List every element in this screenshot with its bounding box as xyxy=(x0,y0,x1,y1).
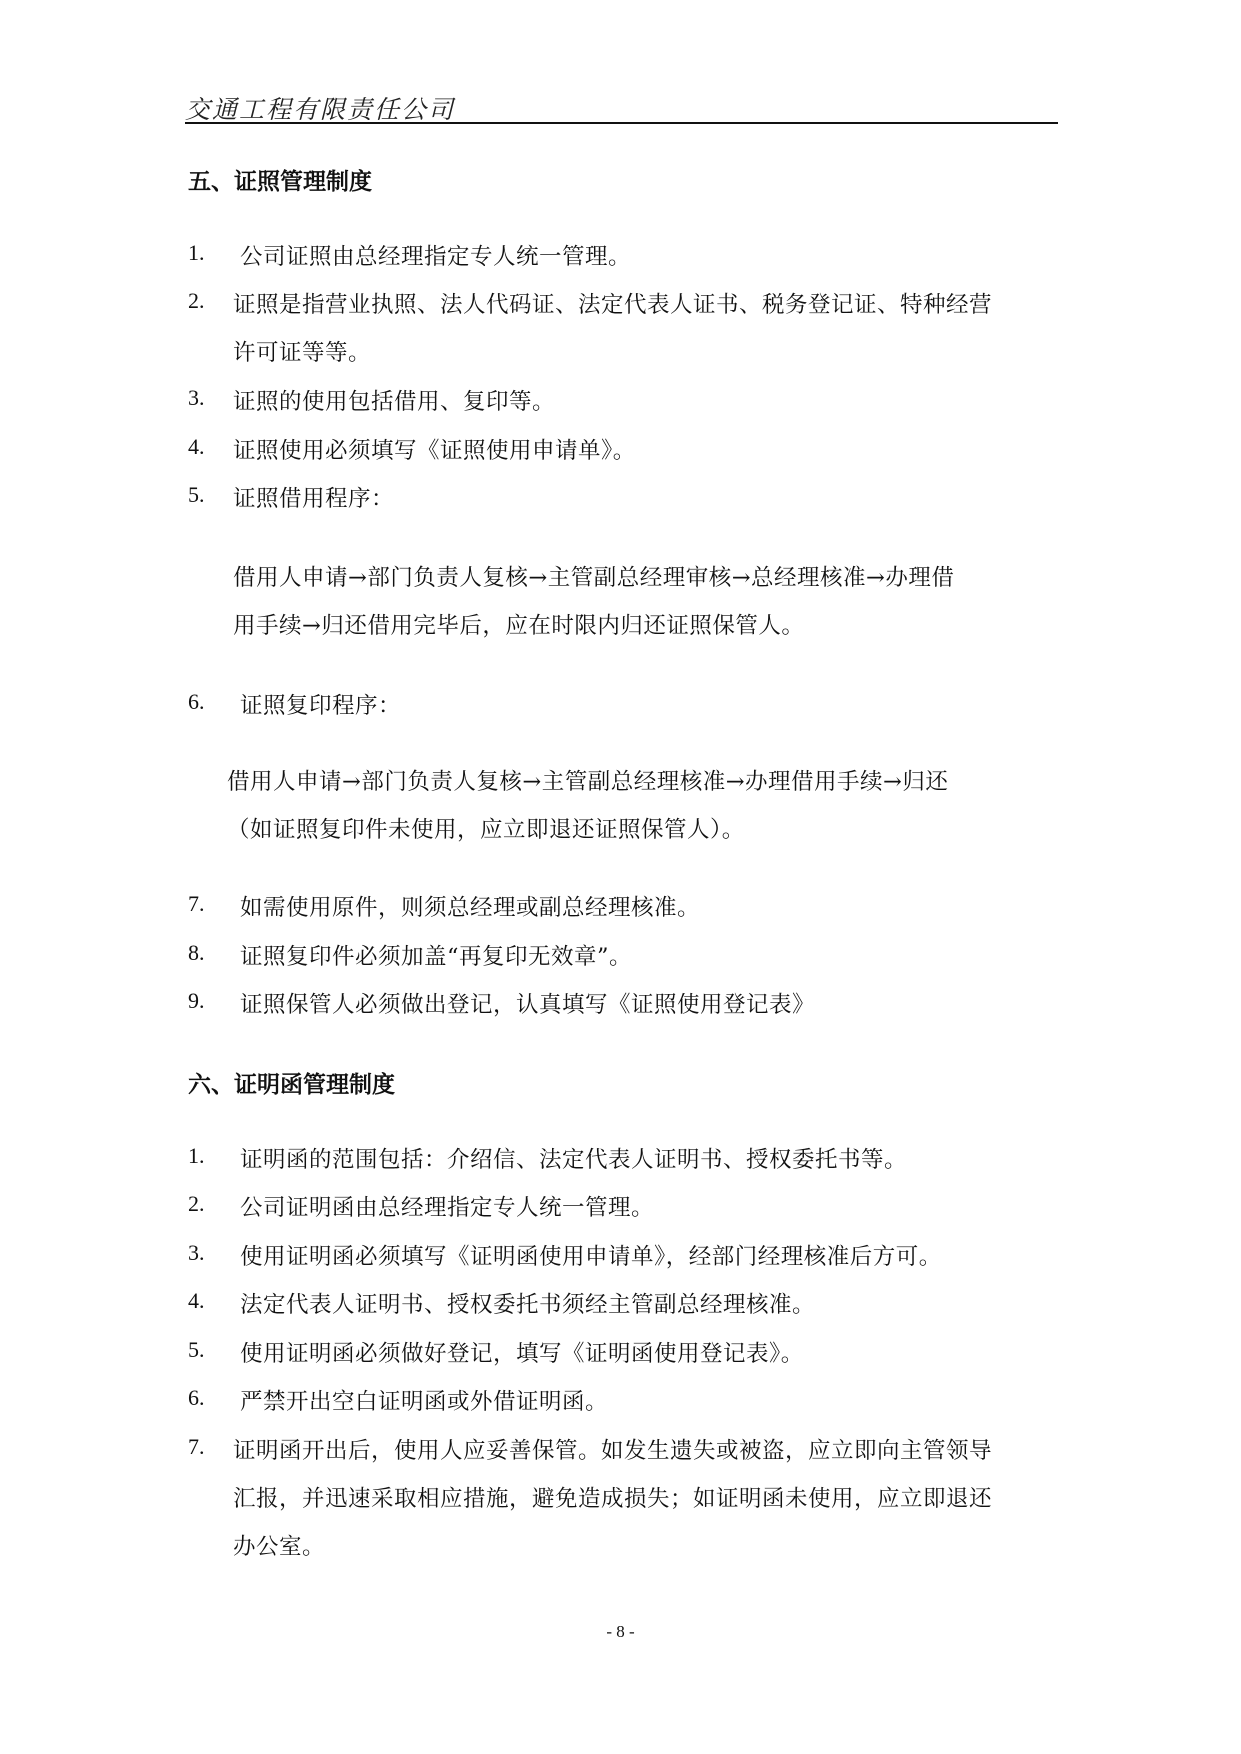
borrow-procedure-line1: 借用人申请→部门负责人复核→主管副总经理审核→总经理核准→办理借 xyxy=(233,565,955,591)
s5-item-7-number: 7. xyxy=(188,891,205,916)
s5-item-4-text: 证照使用必须填写《证照使用申请单》。 xyxy=(233,438,636,464)
s6-item-3-number: 3. xyxy=(188,1240,205,1265)
s5-item-9-text: 证照保管人必须做出登记，认真填写《证照使用登记表》 xyxy=(240,992,816,1018)
s6-item-1-text: 证明函的范围包括：介绍信、法定代表人证明书、授权委托书等。 xyxy=(240,1147,908,1173)
s6-item-7-text-line2: 汇报，并迅速采取相应措施，避免造成损失；如证明函未使用，应立即退还 xyxy=(233,1486,993,1512)
s5-item-2-text-line2: 许可证等等。 xyxy=(233,340,372,366)
s6-item-6-text: 严禁开出空白证明函或外借证明函。 xyxy=(240,1389,609,1415)
s5-item-8-number: 8. xyxy=(188,940,205,965)
header-divider xyxy=(185,122,1058,124)
s5-item-1-text: 公司证照由总经理指定专人统一管理。 xyxy=(240,244,632,270)
s5-item-4-number: 4. xyxy=(188,434,205,459)
section-5-title: 五、证照管理制度 xyxy=(188,169,372,195)
s6-item-7-number: 7. xyxy=(188,1434,205,1459)
borrow-procedure-line2: 用手续→归还借用完毕后，应在时限内归还证照保管人。 xyxy=(233,613,805,639)
s6-item-4-text: 法定代表人证明书、授权委托书须经主管副总经理核准。 xyxy=(240,1292,816,1318)
s6-item-7-text-line3: 办公室。 xyxy=(233,1534,326,1560)
s5-item-1-number: 1. xyxy=(188,240,205,265)
s5-item-3-text: 证照的使用包括借用、复印等。 xyxy=(233,389,556,415)
s6-item-1-number: 1. xyxy=(188,1143,205,1168)
s5-item-7-text: 如需使用原件，则须总经理或副总经理核准。 xyxy=(240,895,701,921)
s5-item-9-number: 9. xyxy=(188,988,205,1013)
s6-item-2-text: 公司证明函由总经理指定专人统一管理。 xyxy=(240,1195,655,1221)
s5-item-2-number: 2. xyxy=(188,288,205,313)
s6-item-4-number: 4. xyxy=(188,1288,205,1313)
s5-item-5-number: 5. xyxy=(188,482,205,507)
s5-item-6-text: 证照复印程序： xyxy=(240,693,402,719)
page-number: - 8 - xyxy=(606,1622,635,1641)
s5-item-8-text: 证照复印件必须加盖“再复印无效章”。 xyxy=(240,944,633,970)
copy-procedure-line2: （如证照复印件未使用，应立即退还证照保管人）。 xyxy=(227,817,745,843)
s5-item-3-number: 3. xyxy=(188,385,205,410)
s6-item-7-text-line1: 证明函开出后，使用人应妥善保管。如发生遗失或被盗，应立即向主管领导 xyxy=(233,1438,993,1464)
s5-item-5-text: 证照借用程序： xyxy=(233,486,395,512)
copy-procedure-line1: 借用人申请→部门负责人复核→主管副总经理核准→办理借用手续→归还 xyxy=(227,769,949,795)
s6-item-5-text: 使用证明函必须做好登记，填写《证明函使用登记表》。 xyxy=(240,1341,804,1367)
s5-item-6-number: 6. xyxy=(188,689,205,714)
s6-item-5-number: 5. xyxy=(188,1337,205,1362)
s6-item-6-number: 6. xyxy=(188,1385,205,1410)
header-company-name: 交通工程有限责任公司 xyxy=(185,95,456,124)
s6-item-3-text: 使用证明函必须填写《证明函使用申请单》，经部门经理核准后方可。 xyxy=(240,1244,942,1270)
section-6-title: 六、证明函管理制度 xyxy=(188,1072,395,1098)
s6-item-2-number: 2. xyxy=(188,1191,205,1216)
s5-item-2-text-line1: 证照是指营业执照、法人代码证、法定代表人证书、税务登记证、特种经营 xyxy=(233,292,993,318)
